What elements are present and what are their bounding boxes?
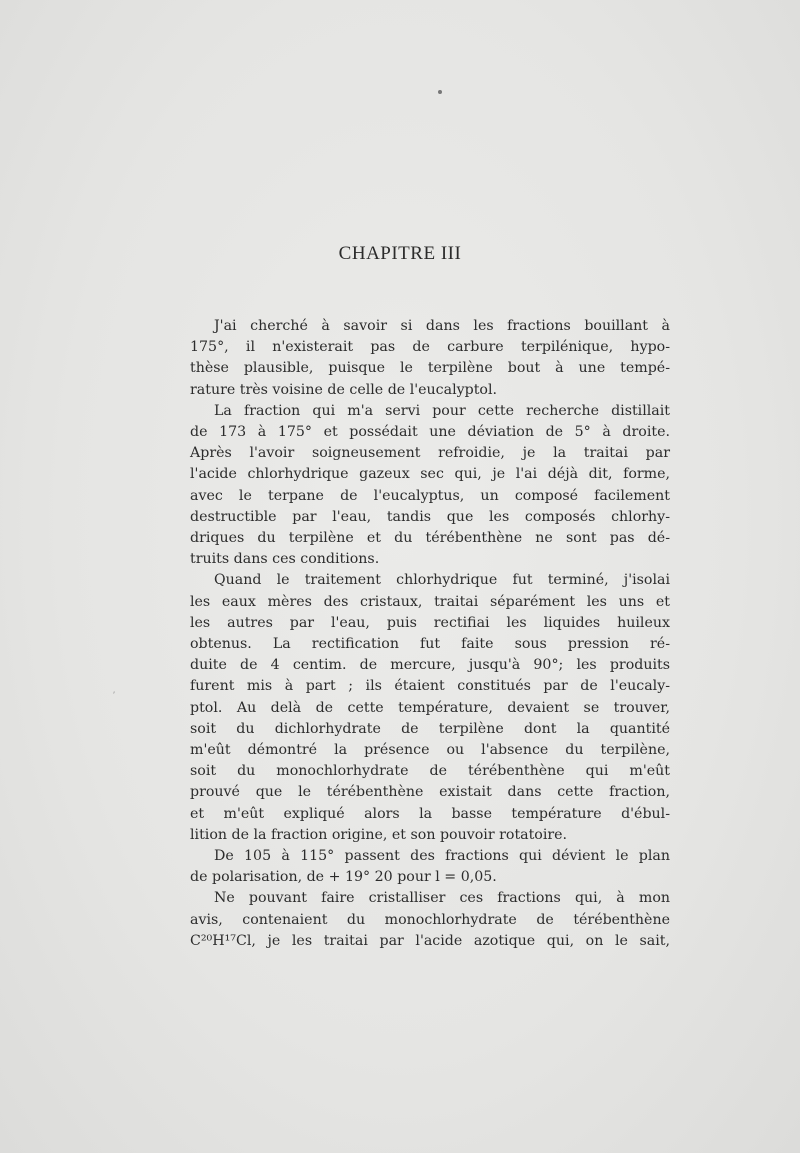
body-text [190, 316, 670, 952]
text-line: ptol. Au delà de cette température, devaient se trouver, [190, 699, 670, 716]
text-line: soit du dichlorhydrate de terpilène dont la quantité [190, 720, 670, 737]
text-line: Ne pouvant faire cristalliser ces fractions qui, à mon [214, 890, 670, 907]
text-line: C²⁰H¹⁷Cl, je les traitai par l'acide azotique qui, on le sait, [190, 932, 670, 949]
chapter-title: CHAPITRE III [338, 243, 462, 264]
margin-mark: ⸴ [113, 687, 116, 697]
text-line: les autres par l'eau, puis rectifiai les liquides huileux [190, 614, 670, 631]
text-line: furent mis à part ; ils étaient constitués par de l'eucaly- [190, 678, 670, 695]
page-mark [438, 90, 442, 94]
text-line: soit du monochlorhydrate de térébenthène qui m'eût [190, 763, 670, 780]
text-line: avis, contenaient du monochlorhydrate de térébenthène [190, 911, 670, 928]
text-line: duite de 4 centim. de mercure, jusqu'à 90°; les produits [190, 657, 670, 674]
text-line: avec le terpane de l'eucalyptus, un composé facilement [190, 487, 670, 504]
text-line: rature très voisine de celle de l'eucalyptol. [190, 381, 497, 398]
text-line: La fraction qui m'a servi pour cette recherche distillait [214, 402, 670, 419]
text-line: l'acide chlorhydrique gazeux sec qui, je l'ai déjà dit, forme, [190, 466, 670, 483]
text-line: J'ai cherché à savoir si dans les fractions bouillant à [214, 318, 670, 334]
text-line: de polarisation, de + 19° 20 pour l = 0,05. [190, 869, 497, 886]
text-line: De 105 à 115° passent des fractions qui dévient le plan [214, 848, 670, 865]
text-line: lition de la fraction origine, et son pouvoir rotatoire. [190, 826, 568, 843]
text-line: et m'eût expliqué alors la basse température d'ébul- [190, 805, 670, 822]
text-line: driques du terpilène et du térébenthène ne sont pas dé- [190, 530, 670, 547]
text-line: prouvé que le térébenthène existait dans cette fraction, [190, 784, 670, 801]
text-line: de 173 à 175° et possédait une déviation de 5° à droite. [190, 424, 670, 441]
text-line: 175°, il n'existerait pas de carbure terpilénique, hypo- [190, 339, 670, 356]
text-line: truits dans ces conditions. [190, 551, 380, 568]
text-line: les eaux mères des cristaux, traitai séparément les uns et [190, 593, 670, 610]
text-line: Après l'avoir soigneusement refroidie, je la traitai par [190, 445, 670, 462]
text-line: Quand le traitement chlorhydrique fut terminé, j'isolai [214, 572, 670, 589]
text-line: destructible par l'eau, tandis que les composés chlorhy- [190, 508, 670, 525]
text-line: m'eût démontré la présence ou l'absence du terpilène, [190, 742, 670, 759]
text-line: thèse plausible, puisque le terpilène bout à une tempé- [190, 360, 670, 377]
text-line: obtenus. La rectification fut faite sous pression ré- [190, 636, 670, 653]
